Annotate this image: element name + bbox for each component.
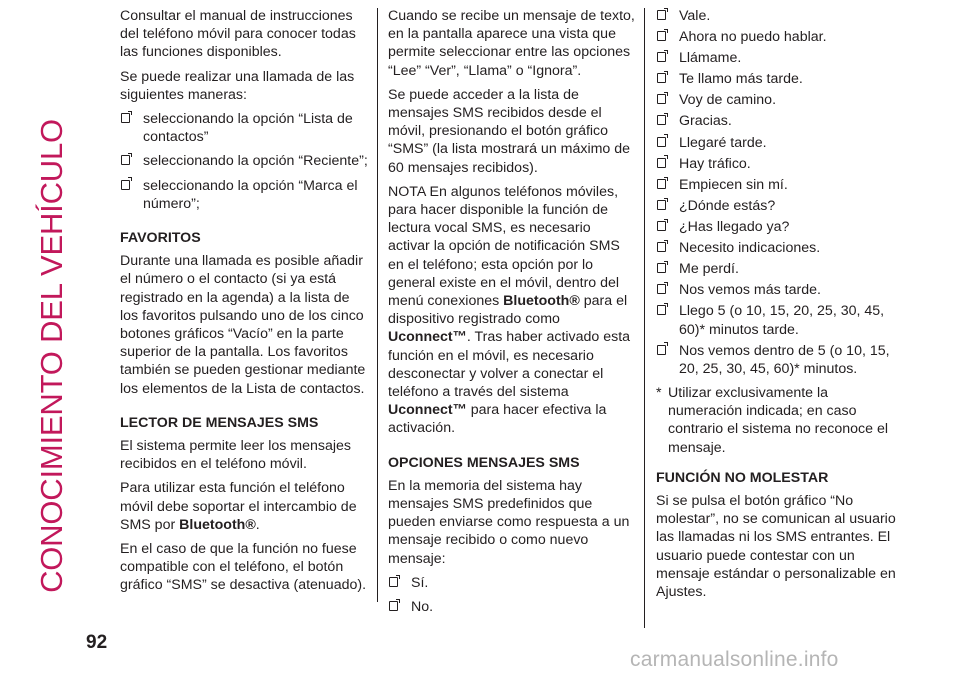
list-item-text: Ahora no puedo hablar. <box>679 29 827 46</box>
checkbox-bullet-icon <box>121 155 130 165</box>
checkbox-bullet-icon <box>657 31 666 41</box>
list-item-text: No. <box>411 599 434 616</box>
note-paragraph <box>388 183 636 438</box>
list-item <box>388 598 636 616</box>
footnote-text: Utilizar exclusivamente la numeración indicada; en caso contrario el sistema no reconoce el mensaje. <box>668 385 889 456</box>
list-item <box>656 28 906 46</box>
list-item <box>656 134 906 152</box>
list-item-text: seleccionando la opción “Reciente”; <box>143 153 368 170</box>
section-heading: FUNCIÓN NO MOLESTAR <box>656 469 829 486</box>
paragraph: Si se pulsa el botón gráfico “No molestar”, no se comunican al usuario las llamadas ni los SMS entrantes. El usuario puede contestar con un mensaje estándar o personalizable en Ajustes. <box>656 493 896 601</box>
checkbox-bullet-icon <box>657 73 666 83</box>
list-item-text: Necesito indicaciones. <box>679 240 821 257</box>
list-item <box>656 302 906 338</box>
checkbox-bullet-icon <box>657 200 666 210</box>
text-run: para hacer efectiva la activación. <box>388 402 607 437</box>
column-divider-1 <box>377 8 378 602</box>
list-item-text: ¿Dónde estás? <box>679 197 776 214</box>
list-item <box>656 281 906 299</box>
list-item <box>120 110 368 146</box>
list-item <box>656 342 906 378</box>
footnote <box>656 384 906 457</box>
checkbox-bullet-icon <box>657 94 666 104</box>
checkbox-bullet-icon <box>657 221 666 231</box>
text-run: Para utilizar esta función el teléfono móvil debe soportar el intercambio de SMS por <box>120 480 357 533</box>
list-item-text: Te llamo más tarde. <box>679 71 803 88</box>
text-run: NOTA En algunos teléfonos móviles, para hacer disponible la función de lectura vocal SMS, es necesario activar la opción de notificación SMS en el teléfono; esta opción por lo general existe en el móvil, dentro del menú conexiones <box>388 183 620 310</box>
checkbox-bullet-icon <box>657 242 666 252</box>
list-item <box>656 176 906 194</box>
list-item <box>656 218 906 236</box>
checkbox-bullet-icon <box>121 113 130 123</box>
list-item-text: seleccionando la opción “Lista de contactos” <box>143 111 353 146</box>
column-divider-2 <box>644 8 645 628</box>
text-run: . Tras haber activado esta función en el móvil, es necesario desconectar y volver a conectar el teléfono a través del sistema <box>388 329 631 401</box>
paragraph: En la memoria del sistema hay mensajes SMS predefinidos que pueden enviarse como respuesta a un mensaje recibido o como nuevo mensaje: <box>388 477 630 567</box>
list-item <box>120 152 368 170</box>
section-heading: OPCIONES MENSAJES SMS <box>388 454 580 471</box>
list-item <box>656 91 906 109</box>
section-side-title-text: CONOCIMIENTO DEL VEHÍCULO <box>34 119 69 593</box>
column-2 <box>388 7 636 622</box>
bluetooth-term: Bluetooth® <box>179 516 256 533</box>
list-item <box>656 197 906 215</box>
checkbox-bullet-icon <box>121 180 130 190</box>
checkbox-bullet-icon <box>657 345 666 355</box>
list-item <box>120 177 368 213</box>
page-number: 92 <box>86 632 108 653</box>
list-item <box>388 574 636 592</box>
uconnect-term: Uconnect™ <box>388 329 467 346</box>
checkbox-bullet-icon <box>389 577 398 587</box>
list-item-text: Voy de camino. <box>679 92 777 109</box>
list-item <box>656 260 906 278</box>
checkbox-bullet-icon <box>657 52 666 62</box>
text-run: para el dispositivo registrado como <box>388 293 628 328</box>
list-item-text: Llegaré tarde. <box>679 134 767 151</box>
checkbox-bullet-icon <box>389 601 398 611</box>
list-item-text: Vale. <box>679 8 711 24</box>
paragraph: Se puede acceder a la lista de mensajes SMS recibidos desde el móvil, presionando el botón gráfico “SMS” (la lista mostrará un máximo de 60 mensajes recibidos). <box>388 86 631 176</box>
list-item <box>656 49 906 67</box>
checkbox-bullet-icon <box>657 263 666 273</box>
bluetooth-term: Bluetooth® <box>503 293 580 310</box>
checkbox-bullet-icon <box>657 179 666 189</box>
column-1 <box>120 7 368 601</box>
list-item-text: Llámame. <box>679 50 742 67</box>
checkbox-bullet-icon <box>657 284 666 294</box>
list-item <box>656 112 906 130</box>
list-item-text: ¿Has llegado ya? <box>679 218 790 235</box>
paragraph: Durante una llamada es posible añadir el número o el contacto (si ya está registrado en la agenda) a la lista de los favoritos pulsando uno de los cinco botones gráficos “Vacío” en la parte superior de la pantalla. Los favoritos también se pueden gestionar mediante los elementos de la Lista de contactos. <box>120 253 366 397</box>
list-item <box>656 7 906 25</box>
paragraph: Se puede realizar una llamada de las siguientes maneras: <box>120 68 355 103</box>
checkbox-bullet-icon <box>657 137 666 147</box>
section-heading: FAVORITOS <box>120 230 201 247</box>
paragraph: El sistema permite leer los mensajes recibidos en el teléfono móvil. <box>120 438 352 473</box>
list-item-text: Nos vemos dentro de 5 (o 10, 15, 20, 25, 30, 45, 60)* minutos. <box>679 342 890 377</box>
section-heading: LECTOR DE MENSAJES SMS <box>120 414 319 431</box>
footnote-marker: * <box>656 385 662 402</box>
list-item-text: Llego 5 (o 10, 15, 20, 25, 30, 45, 60)* minutos tarde. <box>679 303 885 338</box>
list-item <box>656 155 906 173</box>
list-item-text: Me perdí. <box>679 261 739 278</box>
list-item-text: Empiecen sin mí. <box>679 176 788 193</box>
paragraph <box>120 479 368 534</box>
checkbox-bullet-icon <box>657 10 666 20</box>
list-item-text: Hay tráfico. <box>679 155 751 172</box>
paragraph: En el caso de que la función no fuese compatible con el teléfono, el botón gráfico “SMS” se desactiva (atenuado). <box>120 541 367 594</box>
list-item-text: Gracias. <box>679 113 732 130</box>
uconnect-term: Uconnect™ <box>388 402 467 419</box>
checkbox-bullet-icon <box>657 305 666 315</box>
list-item-text: seleccionando la opción “Marca el número”; <box>143 177 358 212</box>
list-item-text: Sí. <box>411 574 429 591</box>
paragraph: Cuando se recibe un mensaje de texto, en la pantalla aparece una vista que permite seleccionar entre las opciones “Lee” “Ver”, “Llama” o “Ignora”. <box>388 8 635 79</box>
checkbox-bullet-icon <box>657 158 666 168</box>
text-run: . <box>255 516 260 533</box>
watermark: carmanualsonline.info <box>630 648 839 671</box>
checkbox-bullet-icon <box>657 115 666 125</box>
list-item <box>656 70 906 88</box>
list-item <box>656 239 906 257</box>
column-3 <box>656 7 906 607</box>
list-item-text: Nos vemos más tarde. <box>679 282 821 299</box>
paragraph: Consultar el manual de instrucciones del teléfono móvil para conocer todas las funciones disponibles. <box>120 8 356 61</box>
